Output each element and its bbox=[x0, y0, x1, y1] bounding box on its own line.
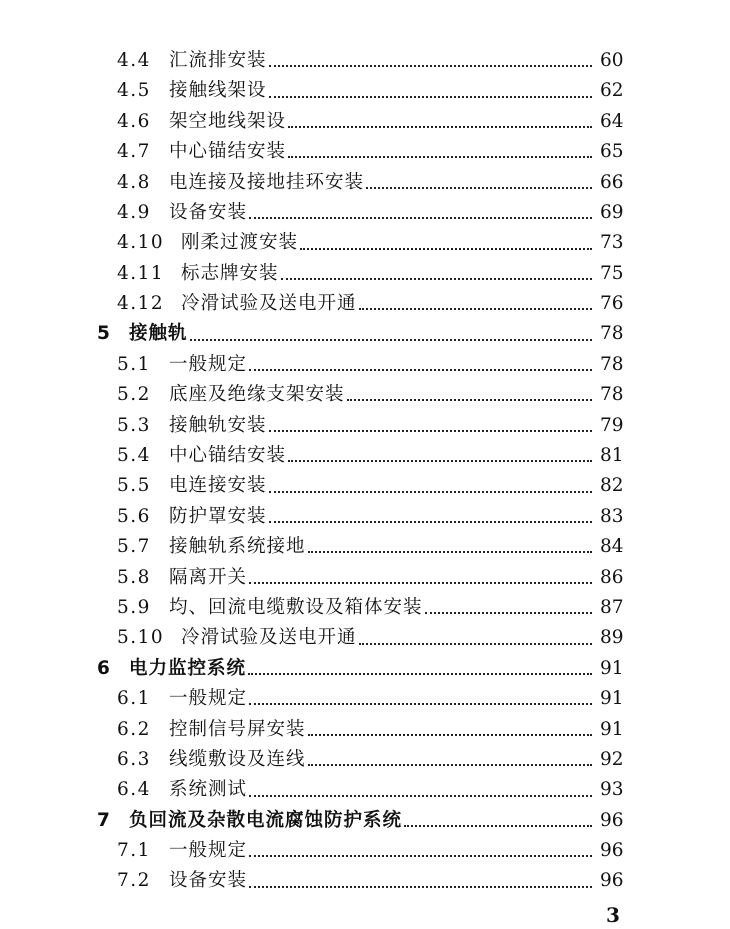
dot-leader bbox=[249, 217, 592, 219]
toc-entry-title: 接触轨安装 bbox=[169, 414, 267, 436]
dot-leader bbox=[281, 278, 592, 280]
dot-leader bbox=[347, 399, 592, 401]
dot-leader bbox=[404, 825, 592, 827]
toc-entry-number: 7.2 bbox=[117, 870, 151, 892]
toc-entry-title: 系统测试 bbox=[169, 779, 248, 801]
toc-section-entry[interactable] bbox=[0, 593, 730, 623]
dot-leader bbox=[288, 156, 592, 158]
dot-leader bbox=[288, 460, 592, 462]
toc-section-entry[interactable] bbox=[0, 775, 730, 805]
toc-entry-page: 60 bbox=[600, 49, 624, 71]
dot-leader bbox=[308, 734, 592, 736]
toc-section-entry[interactable] bbox=[0, 684, 730, 714]
toc-entry-page: 76 bbox=[600, 293, 624, 315]
toc-entry-page: 93 bbox=[600, 779, 624, 801]
toc-entry-number: 5.3 bbox=[117, 414, 151, 436]
toc-entry-title: 一般规定 bbox=[169, 353, 248, 375]
dot-leader bbox=[249, 795, 592, 797]
toc-entry-page: 84 bbox=[600, 536, 624, 558]
toc-entry-number: 4.9 bbox=[117, 201, 151, 223]
dot-leader bbox=[249, 886, 592, 888]
toc-entry-number: 4.4 bbox=[117, 49, 151, 71]
toc-section-entry[interactable] bbox=[0, 745, 730, 775]
dot-leader bbox=[269, 491, 592, 493]
toc-entry-number: 6.2 bbox=[117, 718, 151, 740]
toc-entry-title: 接触轨 bbox=[129, 323, 188, 345]
toc-entry-number: 4.6 bbox=[117, 110, 151, 132]
toc-section-entry[interactable] bbox=[0, 380, 730, 410]
toc-entry-title: 接触线架设 bbox=[169, 80, 267, 102]
toc-entry-title: 标志牌安装 bbox=[181, 262, 279, 284]
dot-leader bbox=[269, 430, 592, 432]
toc-section-entry[interactable] bbox=[0, 350, 730, 380]
dot-leader bbox=[269, 65, 592, 67]
toc-entry-title: 设备安装 bbox=[169, 870, 248, 892]
toc-entry-page: 83 bbox=[600, 505, 624, 527]
dot-leader bbox=[300, 248, 592, 250]
toc-section-entry[interactable] bbox=[0, 836, 730, 866]
toc-entry-title: 冷滑试验及送电开通 bbox=[181, 627, 357, 649]
toc-entry-page: 89 bbox=[600, 627, 624, 649]
toc-entry-page: 91 bbox=[600, 657, 624, 679]
toc-entry-title: 控制信号屏安装 bbox=[169, 718, 306, 740]
toc-entry-title: 电连接安装 bbox=[169, 475, 267, 497]
toc-entry-number: 6.4 bbox=[117, 779, 151, 801]
toc-entry-title: 防护罩安装 bbox=[169, 505, 267, 527]
toc-entry-page: 91 bbox=[600, 718, 624, 740]
dot-leader bbox=[359, 643, 592, 645]
toc-entry-page: 62 bbox=[600, 80, 624, 102]
toc-section-entry[interactable] bbox=[0, 471, 730, 501]
toc-entry-number: 5 bbox=[97, 323, 112, 345]
toc-entry-page: 92 bbox=[600, 748, 624, 770]
toc-entry-title: 隔离开关 bbox=[169, 566, 248, 588]
toc-entry-number: 4.12 bbox=[117, 293, 165, 315]
toc-section-entry[interactable] bbox=[0, 198, 730, 228]
toc-entry-number: 5.8 bbox=[117, 566, 151, 588]
toc-entry-page: 86 bbox=[600, 566, 624, 588]
toc-entry-page: 65 bbox=[600, 141, 624, 163]
toc-section-entry[interactable] bbox=[0, 168, 730, 198]
toc-entry-title: 电连接及接地挂环安装 bbox=[169, 171, 365, 193]
toc-entry-page: 78 bbox=[600, 353, 624, 375]
toc-entry-title: 中心锚结安装 bbox=[169, 445, 287, 467]
toc-entry-number: 5.10 bbox=[117, 627, 165, 649]
toc-entry-title: 底座及绝缘支架安装 bbox=[169, 384, 345, 406]
toc-entry-number: 5.1 bbox=[117, 353, 151, 375]
toc-entry-page: 96 bbox=[600, 870, 624, 892]
toc-entry-number: 7.1 bbox=[117, 840, 151, 862]
toc-section-entry[interactable] bbox=[0, 46, 730, 76]
toc-entry-title: 冷滑试验及送电开通 bbox=[181, 293, 357, 315]
toc-entry-number: 4.5 bbox=[117, 80, 151, 102]
toc-chapter-entry[interactable] bbox=[0, 654, 730, 684]
toc-section-entry[interactable] bbox=[0, 441, 730, 471]
toc-entry-number: 7 bbox=[97, 809, 112, 831]
toc-section-entry[interactable] bbox=[0, 623, 730, 653]
dot-leader bbox=[308, 764, 592, 766]
toc-entry-title: 负回流及杂散电流腐蚀防护系统 bbox=[129, 809, 403, 831]
toc-entry-number: 6.3 bbox=[117, 748, 151, 770]
toc-entry-number: 5.9 bbox=[117, 596, 151, 618]
toc-entry-title: 线缆敷设及连线 bbox=[169, 748, 306, 770]
toc-section-entry[interactable] bbox=[0, 137, 730, 167]
toc-section-entry[interactable] bbox=[0, 867, 730, 897]
toc-entry-page: 82 bbox=[600, 475, 624, 497]
toc-entry-title: 汇流排安装 bbox=[169, 49, 267, 71]
toc-section-entry[interactable] bbox=[0, 228, 730, 258]
toc-section-entry[interactable] bbox=[0, 502, 730, 532]
dot-leader bbox=[249, 369, 592, 371]
toc-entry-title: 架空地线架设 bbox=[169, 110, 287, 132]
dot-leader bbox=[249, 855, 592, 857]
toc-entry-page: 69 bbox=[600, 201, 624, 223]
toc-section-entry[interactable] bbox=[0, 411, 730, 441]
toc-entry-page: 64 bbox=[600, 110, 624, 132]
toc-section-entry[interactable] bbox=[0, 76, 730, 106]
toc-entry-page: 75 bbox=[600, 262, 624, 284]
toc-entry-number: 5.2 bbox=[117, 384, 151, 406]
toc-entry-title: 一般规定 bbox=[169, 840, 248, 862]
dot-leader bbox=[248, 673, 592, 675]
toc-entry-title: 接触轨系统接地 bbox=[169, 536, 306, 558]
toc-entry-page: 73 bbox=[600, 232, 624, 254]
toc-entry-page: 78 bbox=[600, 384, 624, 406]
toc-section-entry[interactable] bbox=[0, 532, 730, 562]
toc-chapter-entry[interactable] bbox=[0, 806, 730, 836]
toc-section-entry[interactable] bbox=[0, 563, 730, 593]
toc-entry-number: 5.5 bbox=[117, 475, 151, 497]
toc-entry-number: 4.11 bbox=[117, 262, 165, 284]
dot-leader bbox=[269, 96, 592, 98]
toc-section-entry[interactable] bbox=[0, 259, 730, 289]
toc-entry-number: 5.7 bbox=[117, 536, 151, 558]
dot-leader bbox=[249, 582, 592, 584]
toc-section-entry[interactable] bbox=[0, 715, 730, 745]
toc-entry-page: 81 bbox=[600, 445, 624, 467]
toc-entry-title: 电力监控系统 bbox=[129, 657, 247, 679]
dot-leader bbox=[249, 703, 592, 705]
toc-entry-title: 一般规定 bbox=[169, 688, 248, 710]
dot-leader bbox=[269, 521, 592, 523]
toc-entry-number: 6.1 bbox=[117, 688, 151, 710]
dot-leader bbox=[359, 308, 592, 310]
toc-section-entry[interactable] bbox=[0, 107, 730, 137]
dot-leader bbox=[190, 339, 592, 341]
dot-leader bbox=[288, 126, 592, 128]
dot-leader bbox=[366, 187, 592, 189]
page-number: 3 bbox=[606, 903, 620, 927]
toc-entry-title: 刚柔过渡安装 bbox=[181, 232, 299, 254]
toc-entry-number: 4.7 bbox=[117, 141, 151, 163]
dot-leader bbox=[308, 551, 592, 553]
toc-entry-number: 4.10 bbox=[117, 232, 165, 254]
toc-entry-number: 5.4 bbox=[117, 445, 151, 467]
toc-entry-page: 66 bbox=[600, 171, 624, 193]
toc-entry-number: 4.8 bbox=[117, 171, 151, 193]
toc-section-entry[interactable] bbox=[0, 289, 730, 319]
toc-entry-page: 96 bbox=[600, 840, 624, 862]
toc-entry-number: 6 bbox=[97, 657, 112, 679]
toc-entry-number: 5.6 bbox=[117, 505, 151, 527]
toc-entry-page: 78 bbox=[600, 323, 624, 345]
dot-leader bbox=[425, 612, 592, 614]
toc-entry-page: 79 bbox=[600, 414, 624, 436]
toc-entry-title: 中心锚结安装 bbox=[169, 141, 287, 163]
toc-entry-page: 87 bbox=[600, 596, 624, 618]
toc-chapter-entry[interactable] bbox=[0, 320, 730, 350]
toc-entry-page: 96 bbox=[600, 809, 624, 831]
toc-entry-page: 91 bbox=[600, 688, 624, 710]
toc-entry-title: 设备安装 bbox=[169, 201, 248, 223]
toc-entry-title: 均、回流电缆敷设及箱体安装 bbox=[169, 596, 423, 618]
table-of-contents bbox=[0, 46, 730, 897]
